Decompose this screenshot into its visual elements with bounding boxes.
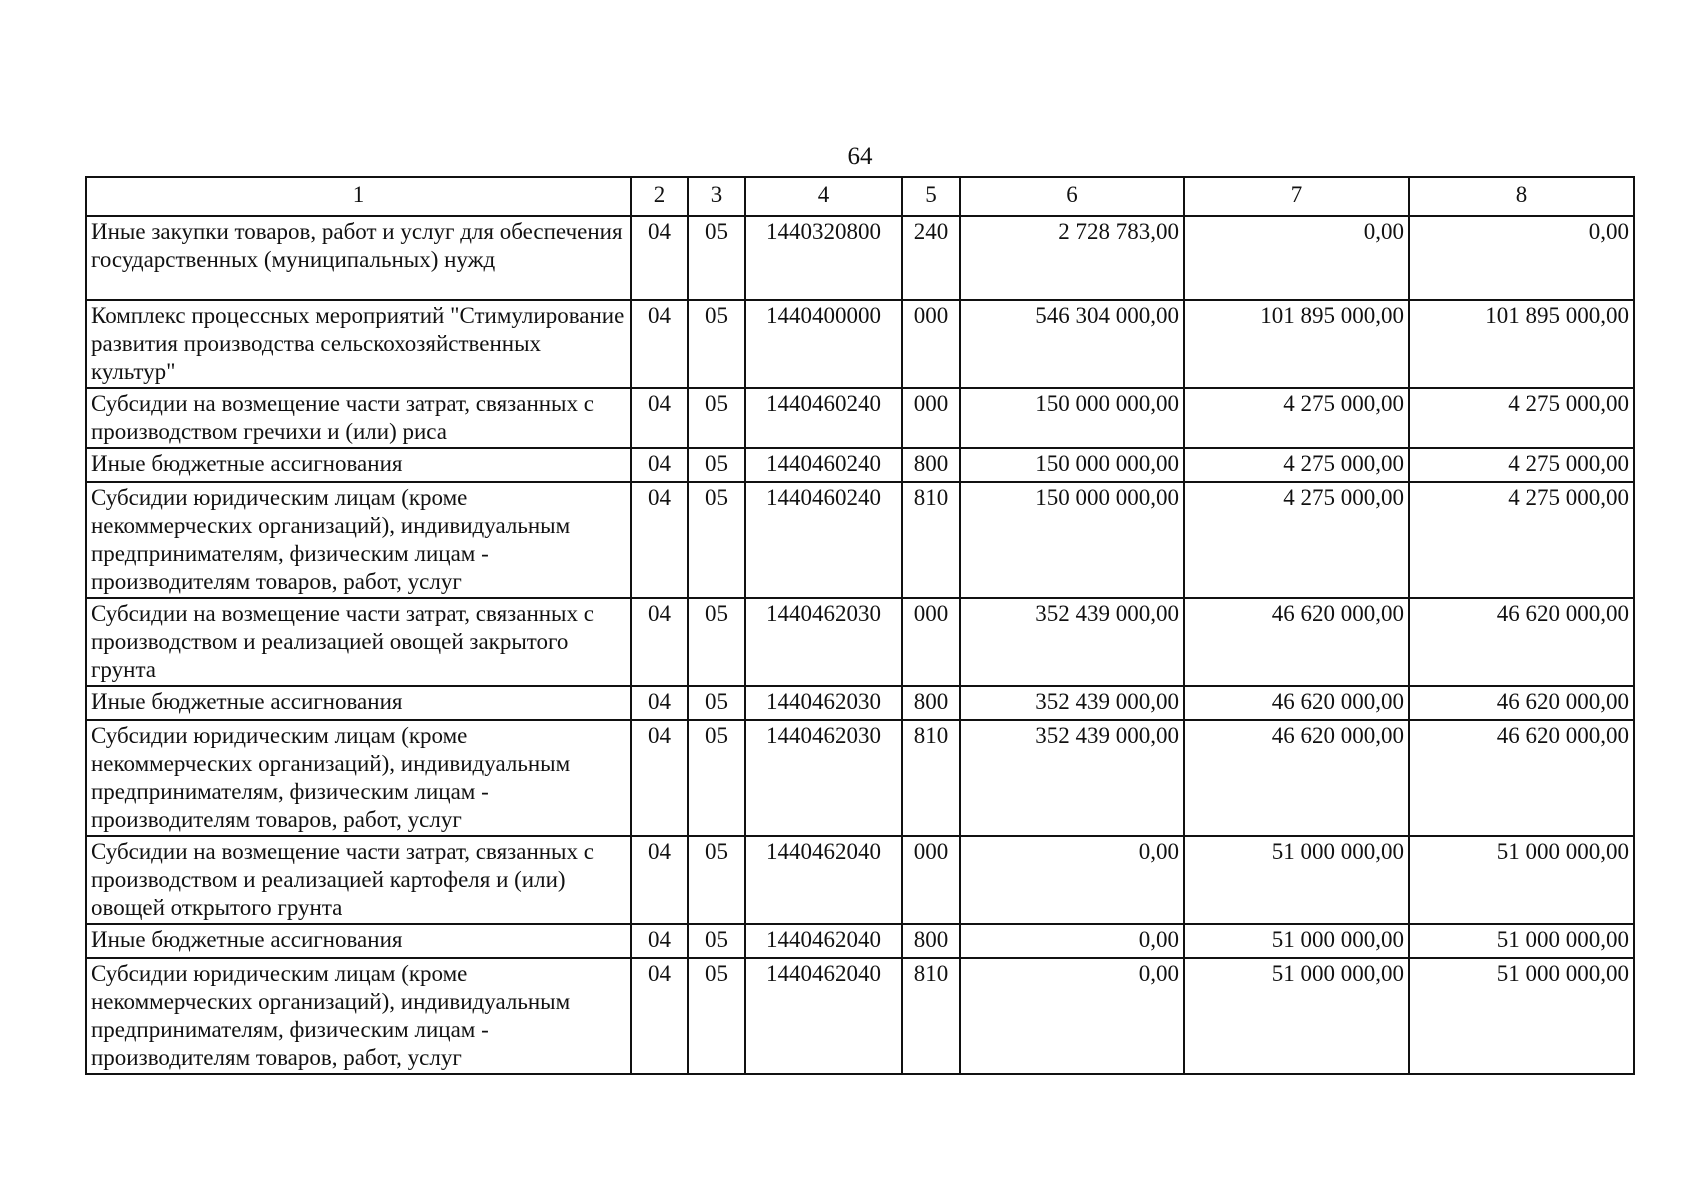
row-amount-col6-cell: 150 000 000,00: [960, 482, 1184, 598]
row-expense-type-cell: 810: [902, 720, 960, 836]
row-amount-col6-cell: 0,00: [960, 958, 1184, 1074]
row-amount-col8-cell: 4 275 000,00: [1409, 388, 1634, 448]
row-subsection-cell: 05: [688, 216, 745, 300]
table-row: [86, 598, 1634, 686]
row-target-code-cell: 1440460240: [745, 482, 902, 598]
row-section-cell: 04: [631, 720, 688, 836]
row-subsection-cell: 05: [688, 388, 745, 448]
row-target-code-cell: 1440462040: [745, 924, 902, 958]
row-subsection-cell: 05: [688, 958, 745, 1074]
table-row: [86, 482, 1634, 598]
row-name-cell: Иные закупки товаров, работ и услуг для обеспечения государственных (муниципальных) нужд: [86, 216, 631, 300]
row-section-cell: 04: [631, 686, 688, 720]
column-header-2: 2: [631, 177, 688, 216]
row-subsection-cell: 05: [688, 924, 745, 958]
header-row: [86, 177, 1634, 216]
row-amount-col7-cell: 46 620 000,00: [1184, 686, 1409, 720]
row-amount-col6-cell: 2 728 783,00: [960, 216, 1184, 300]
row-amount-col8-cell: 4 275 000,00: [1409, 448, 1634, 482]
row-amount-col6-cell: 150 000 000,00: [960, 448, 1184, 482]
row-expense-type-cell: 000: [902, 836, 960, 924]
column-header-1: 1: [86, 177, 631, 216]
row-name-cell: Иные бюджетные ассигнования: [86, 448, 631, 482]
row-section-cell: 04: [631, 388, 688, 448]
row-amount-col7-cell: 51 000 000,00: [1184, 924, 1409, 958]
table-row: [86, 836, 1634, 924]
row-expense-type-cell: 800: [902, 448, 960, 482]
row-target-code-cell: 1440400000: [745, 300, 902, 388]
row-target-code-cell: 1440462030: [745, 720, 902, 836]
row-section-cell: 04: [631, 836, 688, 924]
row-target-code-cell: 1440460240: [745, 388, 902, 448]
row-amount-col6-cell: 352 439 000,00: [960, 720, 1184, 836]
row-amount-col6-cell: 352 439 000,00: [960, 598, 1184, 686]
column-header-4: 4: [745, 177, 902, 216]
row-amount-col8-cell: 101 895 000,00: [1409, 300, 1634, 388]
row-amount-col6-cell: 0,00: [960, 836, 1184, 924]
row-amount-col7-cell: 101 895 000,00: [1184, 300, 1409, 388]
row-expense-type-cell: 800: [902, 686, 960, 720]
table-row: [86, 448, 1634, 482]
row-subsection-cell: 05: [688, 720, 745, 836]
row-section-cell: 04: [631, 482, 688, 598]
table-header: [86, 177, 1634, 216]
row-subsection-cell: 05: [688, 300, 745, 388]
row-subsection-cell: 05: [688, 836, 745, 924]
column-header-5: 5: [902, 177, 960, 216]
budget-table: [85, 176, 1635, 1075]
column-header-7: 7: [1184, 177, 1409, 216]
row-expense-type-cell: 810: [902, 482, 960, 598]
row-name-cell: Иные бюджетные ассигнования: [86, 924, 631, 958]
row-amount-col8-cell: 46 620 000,00: [1409, 598, 1634, 686]
row-name-cell: Субсидии юридическим лицам (кроме некоммерческих организаций), индивидуальным предпринимателям, физическим лицам - производителям товаров, работ, услуг: [86, 720, 631, 836]
row-amount-col8-cell: 51 000 000,00: [1409, 924, 1634, 958]
row-section-cell: 04: [631, 598, 688, 686]
row-subsection-cell: 05: [688, 686, 745, 720]
table-row: [86, 924, 1634, 958]
row-expense-type-cell: 240: [902, 216, 960, 300]
row-amount-col7-cell: 46 620 000,00: [1184, 720, 1409, 836]
table-row: [86, 720, 1634, 836]
row-name-cell: Иные бюджетные ассигнования: [86, 686, 631, 720]
row-section-cell: 04: [631, 216, 688, 300]
row-amount-col7-cell: 4 275 000,00: [1184, 448, 1409, 482]
row-amount-col8-cell: 51 000 000,00: [1409, 958, 1634, 1074]
row-section-cell: 04: [631, 958, 688, 1074]
row-expense-type-cell: 800: [902, 924, 960, 958]
row-amount-col7-cell: 46 620 000,00: [1184, 598, 1409, 686]
row-amount-col6-cell: 546 304 000,00: [960, 300, 1184, 388]
row-name-cell: Субсидии юридическим лицам (кроме некоммерческих организаций), индивидуальным предпринимателям, физическим лицам - производителям товаров, работ, услуг: [86, 958, 631, 1074]
row-section-cell: 04: [631, 924, 688, 958]
table-row: [86, 388, 1634, 448]
table-row: [86, 686, 1634, 720]
table-row: [86, 958, 1634, 1074]
row-amount-col8-cell: 0,00: [1409, 216, 1634, 300]
row-target-code-cell: 1440462040: [745, 958, 902, 1074]
row-amount-col8-cell: 4 275 000,00: [1409, 482, 1634, 598]
row-amount-col7-cell: 4 275 000,00: [1184, 482, 1409, 598]
row-expense-type-cell: 000: [902, 388, 960, 448]
row-amount-col6-cell: 0,00: [960, 924, 1184, 958]
row-target-code-cell: 1440462040: [745, 836, 902, 924]
row-name-cell: Комплекс процессных мероприятий "Стимулирование развития производства сельскохозяйственных культур": [86, 300, 631, 388]
row-section-cell: 04: [631, 300, 688, 388]
row-expense-type-cell: 810: [902, 958, 960, 1074]
column-header-6: 6: [960, 177, 1184, 216]
row-subsection-cell: 05: [688, 598, 745, 686]
row-amount-col6-cell: 150 000 000,00: [960, 388, 1184, 448]
table-row: [86, 300, 1634, 388]
column-header-3: 3: [688, 177, 745, 216]
row-name-cell: Субсидии на возмещение части затрат, связанных с производством и реализацией картофеля и (или) овощей открытого грунта: [86, 836, 631, 924]
row-amount-col7-cell: 4 275 000,00: [1184, 388, 1409, 448]
row-amount-col7-cell: 0,00: [1184, 216, 1409, 300]
row-amount-col7-cell: 51 000 000,00: [1184, 958, 1409, 1074]
row-amount-col8-cell: 46 620 000,00: [1409, 720, 1634, 836]
row-name-cell: Субсидии юридическим лицам (кроме некоммерческих организаций), индивидуальным предпринимателям, физическим лицам - производителям товаров, работ, услуг: [86, 482, 631, 598]
row-target-code-cell: 1440320800: [745, 216, 902, 300]
row-name-cell: Субсидии на возмещение части затрат, связанных с производством гречихи и (или) риса: [86, 388, 631, 448]
table-row: [86, 216, 1634, 300]
row-subsection-cell: 05: [688, 482, 745, 598]
column-header-8: 8: [1409, 177, 1634, 216]
page-number: 64: [847, 143, 873, 170]
row-target-code-cell: 1440462030: [745, 686, 902, 720]
row-target-code-cell: 1440460240: [745, 448, 902, 482]
table-body: [86, 216, 1634, 1074]
row-section-cell: 04: [631, 448, 688, 482]
row-name-cell: Субсидии на возмещение части затрат, связанных с производством и реализацией овощей закрытого грунта: [86, 598, 631, 686]
row-subsection-cell: 05: [688, 448, 745, 482]
row-amount-col6-cell: 352 439 000,00: [960, 686, 1184, 720]
row-target-code-cell: 1440462030: [745, 598, 902, 686]
row-amount-col8-cell: 46 620 000,00: [1409, 686, 1634, 720]
row-expense-type-cell: 000: [902, 598, 960, 686]
row-expense-type-cell: 000: [902, 300, 960, 388]
row-amount-col8-cell: 51 000 000,00: [1409, 836, 1634, 924]
row-amount-col7-cell: 51 000 000,00: [1184, 836, 1409, 924]
